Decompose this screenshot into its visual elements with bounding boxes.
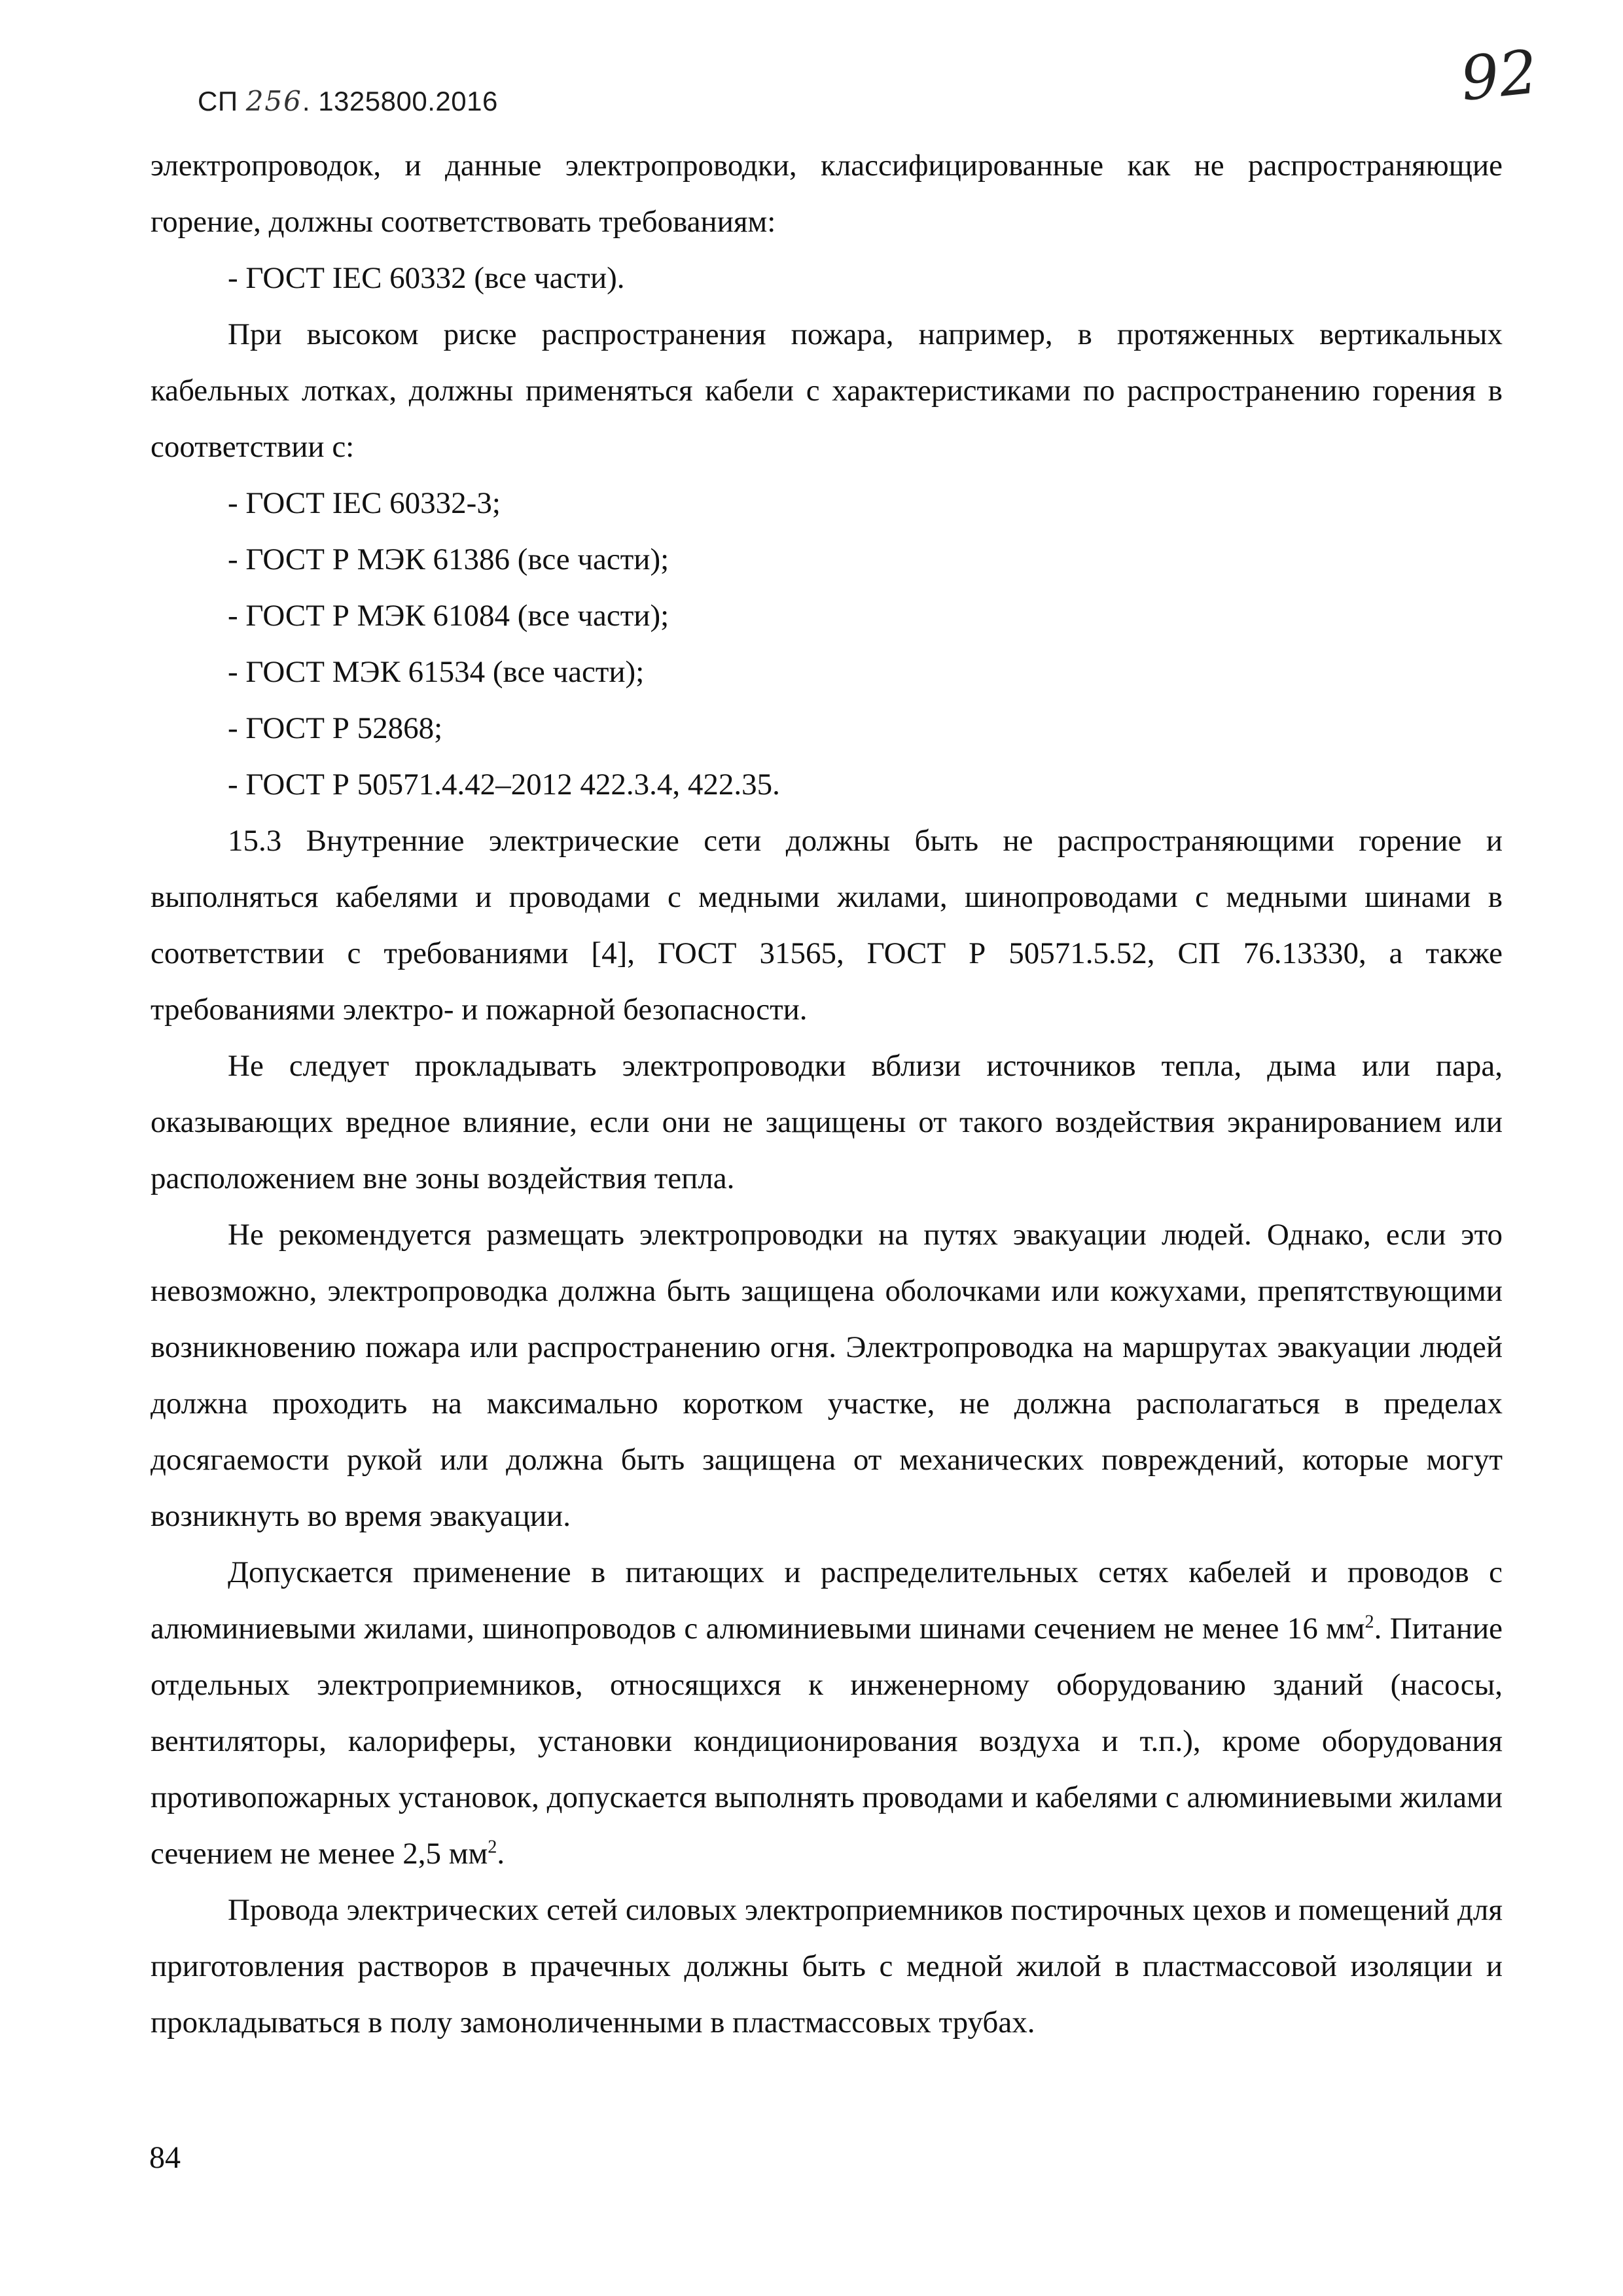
paragraph-aluminium-conductors xyxy=(151,1544,1503,1882)
list-item-standard: - ГОСТ Р МЭК 61386 (все части); xyxy=(228,542,669,576)
list-item-standard: - ГОСТ Р 50571.4.42–2012 422.3.4, 422.35. xyxy=(228,768,780,802)
text-run: . Питание отдельных электроприемников, относящихся к инженерному оборудованию зданий (насосы, вентиляторы, калориферы, установки кондиционирования воздуха и т.п.), кроме оборудования противопожарных установок, допускается выполнять проводами и кабелями с алюминиевыми жилами сечением не менее 2,5 мм xyxy=(151,1612,1503,1871)
header-prefix: СП xyxy=(198,86,246,116)
document-header xyxy=(198,85,498,117)
list-item-standard: - ГОСТ Р 52868; xyxy=(228,711,443,745)
handwritten-standard-number: 256 xyxy=(245,85,302,117)
handwritten-page-mark: 92 xyxy=(1457,37,1541,115)
document-body xyxy=(151,137,1503,2051)
superscript: 2 xyxy=(488,1837,497,1858)
paragraph: При высоком риске распространения пожара, например, в протяженных вертикальных кабельных лотках, должны применяться кабели с характеристиками по распространению горения в соответствии с: xyxy=(151,317,1503,464)
section-paragraph-15-3: 15.3 Внутренние электрические сети должны быть не распространяющими горение и выполняться кабелями и проводами с медными жилами, шинопроводами с медными шинами в соответствии с требованиями [4], ГОСТ 31565, ГОСТ Р 50571.5.52, СП 76.13330, а также требованиями электро- и пожарной безопасности. xyxy=(151,824,1503,1027)
paragraph: Провода электрических сетей силовых электроприемников постирочных цехов и помещений для приготовления растворов в прачечных должны быть с медной жилой в пластмассовой изоляции и прокладываться в полу замоноличенными в пластмассовых трубах. xyxy=(151,1893,1503,2040)
list-item-standard: - ГОСТ Р МЭК 61084 (все части); xyxy=(228,599,669,633)
list-item-standard: - ГОСТ МЭК 61534 (все части); xyxy=(228,655,645,689)
text-run: Допускается применение в питающих и распределительных сетях кабелей и проводов с алюминиевыми жилами, шинопроводов с алюминиевыми шинами сечением не менее 16 мм xyxy=(151,1555,1503,1646)
paragraph: Не следует прокладывать электропроводки вблизи источников тепла, дыма или пара, оказывающих вредное влияние, если они не защищены от такого воздействия экранированием или расположением вне зоны воздействия тепла. xyxy=(151,1049,1503,1195)
text-run: . xyxy=(497,1837,505,1871)
superscript: 2 xyxy=(1364,1612,1374,1633)
paragraph-continuation: электропроводок, и данные электропроводки, классифицированные как не распространяющие горение, должны соответствовать требованиям: xyxy=(151,149,1503,239)
list-item-standard: - ГОСТ IEC 60332 (все части). xyxy=(228,261,625,295)
paragraph: Не рекомендуется размещать электропроводки на путях эвакуации людей. Однако, если это невозможно, электропроводка должна быть защищена оболочками или кожухами, препятствующими возникновению пожара или распространению огня. Электропроводка на маршрутах эвакуации людей должна проходить на максимально коротком участке, не должна располагаться в пределах досягаемости рукой или должна быть защищена от механических повреждений, которые могут возникнуть во время эвакуации. xyxy=(151,1218,1503,1533)
header-suffix: . 1325800.2016 xyxy=(302,86,498,116)
page-number: 84 xyxy=(149,2140,181,2175)
list-item-standard: - ГОСТ IEC 60332-3; xyxy=(228,486,501,520)
